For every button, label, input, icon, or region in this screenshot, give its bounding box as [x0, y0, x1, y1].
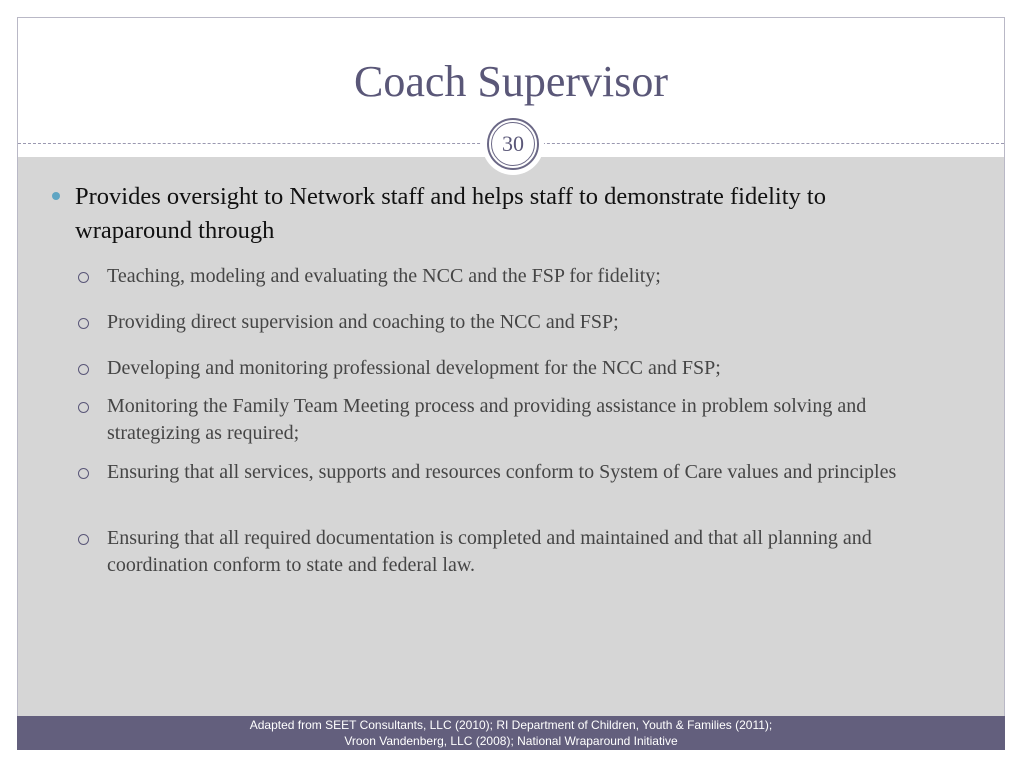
circle-bullet-icon	[78, 364, 89, 375]
circle-bullet-icon	[78, 272, 89, 283]
sub-bullet-text: Teaching, modeling and evaluating the NCC and the FSP for fidelity;	[107, 265, 661, 287]
footer-citation	[17, 716, 1005, 750]
slide	[17, 17, 1005, 750]
circle-bullet-icon	[78, 402, 89, 413]
circle-bullet-icon	[78, 318, 89, 329]
footer-line-2: Vroon Vandenberg, LLC (2008); National Wraparound Initiative	[344, 734, 678, 748]
slide-title: Coach Supervisor	[353, 57, 669, 106]
bullet-dot-icon	[52, 192, 60, 200]
circle-bullet-icon	[78, 534, 89, 545]
sub-bullet-text: Monitoring the Family Team Meeting process and providing assistance in problem solving and strategizing as required;	[107, 395, 867, 444]
slide-number: 30	[502, 131, 524, 156]
sub-bullet-text: Developing and monitoring professional development for the NCC and FSP;	[107, 357, 721, 379]
sub-bullet-text: Providing direct supervision and coaching to the NCC and FSP;	[107, 311, 619, 333]
slide-number-badge	[482, 113, 544, 175]
circle-bullet-icon	[78, 468, 89, 479]
sub-bullet-text: Ensuring that all required documentation is completed and maintained and that all planning and coordination conform to state and federal law.	[107, 527, 872, 576]
footer-line-1: Adapted from SEET Consultants, LLC (2010); RI Department of Children, Youth & Families (2011);	[249, 718, 773, 732]
sub-bullet-text: Ensuring that all services, supports and resources conform to System of Care values and principles	[107, 461, 897, 483]
main-bullet-text: Provides oversight to Network staff and helps staff to demonstrate fidelity to wraparound through	[75, 183, 826, 244]
